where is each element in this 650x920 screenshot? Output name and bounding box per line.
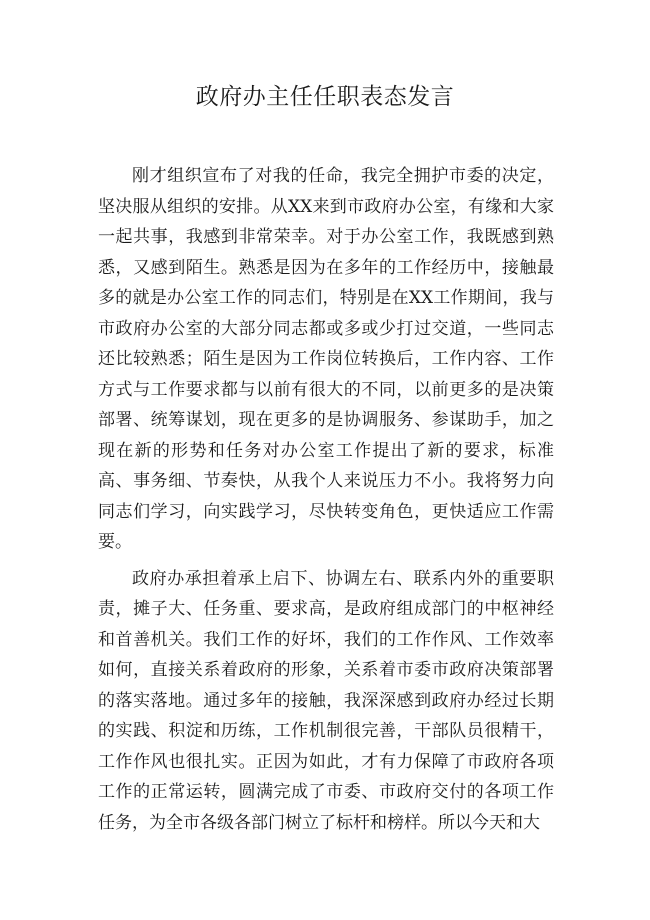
paragraph-1: 刚才组织宣布了对我的任命，我完全拥护市委的决定，坚决服从组织的安排。从XX来到市政府办公室，有缘和大家一起共事，我感到非常荣幸。对于办公室工作，我既感到熟悉，又感到陌生。熟悉是因为在多年的工作经历中，接触最多的就是办公室工作的同志们，特别是在XX工作期间，我与市政府办公室的大部分同志都或多或少打过交道，一些同志还比较熟悉；陌生是因为工作岗位转换后，工作内容、工作方式与工作要求都与以前有很大的不同，以前更多的是决策部署、统筹谋划，现在更多的是协调服务、参谋助手，加之现在新的形势和任务对办公室工作提出了新的要求，标准高、事务细、节奏快，从我个人来说压力不小。我将努力向同志们学习，向实践学习，尽快转变角色，更快适应工作需要。 xyxy=(98,166,554,552)
document-body xyxy=(98,161,554,838)
document-title: 政府办主任任职表态发言 xyxy=(195,84,455,110)
paragraph-2: 政府办承担着承上启下、协调左右、联系内外的重要职责，摊子大、任务重、要求高，是政府组成部门的中枢神经和首善机关。我们工作的好坏，我们的工作作风、工作效率如何，直接关系着政府的形象，关系着市委市政府决策部署的落实落地。通过多年的接触，我深深感到政府办经过长期的实践、积淀和历练，工作机制很完善，干部队员很精干，工作作风也很扎实。正因为如此，才有力保障了市政府各项工作的正常运转，圆满完成了市委、市政府交付的各项工作任务，为全市各级各部门树立了标杆和榜样。所以今天和大 xyxy=(98,568,554,833)
